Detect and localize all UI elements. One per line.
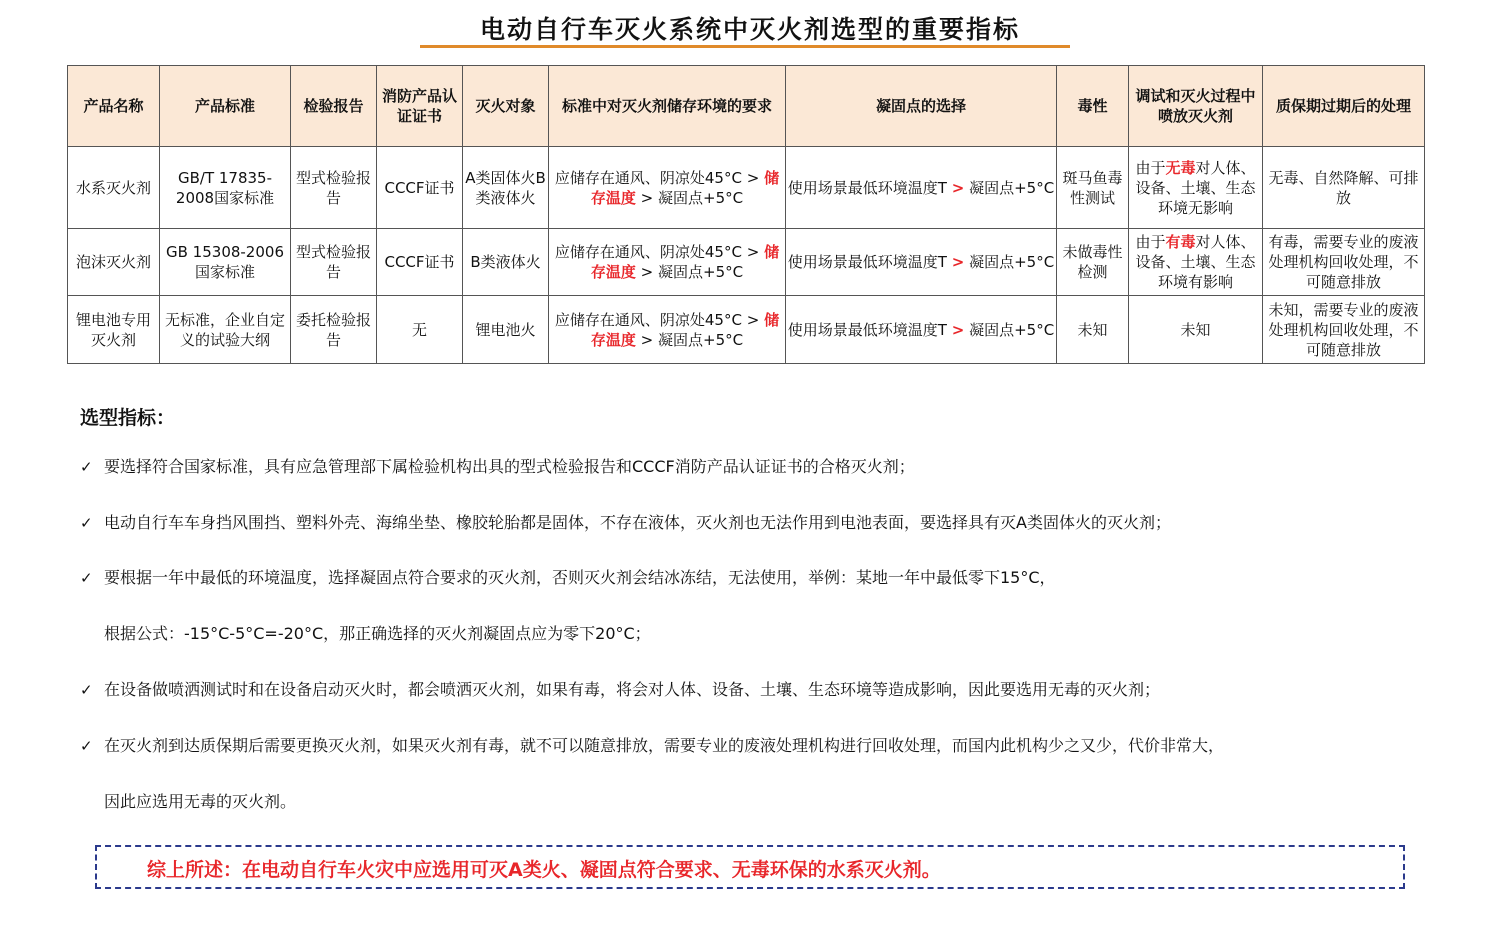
cell-product-name: 泡沫灭火剂 [68,229,160,296]
cell-cert: CCCF证书 [377,147,463,229]
spray-text: 由于 [1135,158,1166,177]
storage-text-end: > 凝固点+5°C [640,330,744,349]
criteria-item-continuation [80,791,296,813]
cell-storage [549,296,786,364]
cell-report: 型式检验报告 [291,147,377,229]
freeze-text: 使用场景最低环境温度T [787,178,947,197]
header-product-name: 产品名称 [68,66,160,147]
cell-standard: 无标准，企业自定义的试验大纲 [160,296,291,364]
storage-text-end: > 凝固点+5°C [640,188,744,207]
storage-highlight: 储存温度 [590,243,780,281]
cell-standard: GB/T 17835-2008国家标准 [160,147,291,229]
cell-toxicity: 未知 [1057,296,1129,364]
criteria-item [80,679,1160,701]
criteria-text: 要根据一年中最低的环境温度，选择凝固点符合要求的灭火剂，否则灭火剂会结冰冻结，无法使用，举例：某地一年中最低零下15°C， [104,568,1056,587]
cell-target: A类固体火B类液体火 [463,147,549,229]
cell-standard: GB 15308-2006国家标准 [160,229,291,296]
table-header-row [68,66,1425,147]
storage-text: 应储存在通风、阴凉处45°C > [554,243,760,261]
cell-target: 锂电池火 [463,296,549,364]
check-icon: ✓ [80,681,93,699]
cell-expiry: 有毒，需要专业的废液处理机构回收处理，不可随意排放 [1263,229,1425,296]
freeze-highlight: > [951,320,965,339]
criteria-item [80,512,1171,534]
criteria-text: 电动自行车车身挡风围挡、塑料外壳、海绵坐垫、橡胶轮胎都是固体，不存在液体，灭火剂也无法作用到电池表面，要选择具有灭A类固体火的灭火剂； [104,513,1171,532]
criteria-item [80,456,915,478]
cell-spray [1129,229,1263,296]
page-title: 电动自行车灭火系统中灭火剂选型的重要指标 [479,15,1020,44]
cell-storage [549,229,786,296]
cell-freeze [786,147,1057,229]
cell-target: B类液体火 [463,229,549,296]
freeze-text-end: 凝固点+5°C [969,320,1055,339]
header-fire-target: 灭火对象 [463,66,549,147]
header-certificate: 消防产品认证证书 [377,66,463,147]
storage-text-end: > 凝固点+5°C [640,263,744,281]
spec-table-wrapper [67,65,1424,364]
spray-text-end: 未知 [1180,320,1211,339]
criteria-text: 根据公式：-15°C-5°C=-20°C，那正确选择的灭火剂凝固点应为零下20°C； [104,624,651,643]
spray-highlight: 无毒 [1165,158,1196,177]
check-icon: ✓ [80,569,93,587]
header-freeze-point: 凝固点的选择 [786,66,1057,147]
spray-text-end: 对人体、设备、土壤、生态环境无影响 [1135,158,1256,217]
table-row [68,296,1425,364]
cell-product-name: 锂电池专用灭火剂 [68,296,160,364]
spray-text: 由于 [1135,233,1166,251]
header-expiry-handling: 质保期过期后的处理 [1263,66,1425,147]
header-inspection-report: 检验报告 [291,66,377,147]
criteria-heading: 选型指标： [80,407,176,429]
storage-text: 应储存在通风、阴凉处45°C > [554,168,760,187]
cell-expiry: 未知，需要专业的废液处理机构回收处理，不可随意排放 [1263,296,1425,364]
header-spray-process: 调试和灭火过程中喷放灭火剂 [1129,66,1263,147]
cell-freeze [786,296,1057,364]
cell-spray [1129,147,1263,229]
freeze-text-end: 凝固点+5°C [969,253,1055,271]
cell-toxicity: 斑马鱼毒性测试 [1057,147,1129,229]
storage-highlight: 储存温度 [590,310,780,349]
storage-text: 应储存在通风、阴凉处45°C > [554,310,760,329]
freeze-text: 使用场景最低环境温度T [787,253,947,271]
cell-storage [549,147,786,229]
freeze-highlight: > [951,178,965,197]
table-row [68,147,1425,229]
check-icon: ✓ [80,737,93,755]
freeze-highlight: > [951,253,965,271]
header-product-standard: 产品标准 [160,66,291,147]
spray-highlight: 有毒 [1165,233,1196,251]
spec-table [67,65,1425,364]
criteria-text: 在设备做喷洒测试时和在设备启动灭火时，都会喷洒灭火剂，如果有毒，将会对人体、设备、土壤、生态环境等造成影响，因此要选用无毒的灭火剂； [104,680,1161,699]
freeze-text-end: 凝固点+5°C [969,178,1055,197]
header-storage-requirement: 标准中对灭火剂储存环境的要求 [549,66,786,147]
cell-toxicity: 未做毒性检测 [1057,229,1129,296]
criteria-text: 要选择符合国家标准，具有应急管理部下属检验机构出具的型式检验报告和CCCF消防产品认证证书的合格灭火剂； [104,457,915,476]
cell-report: 委托检验报告 [291,296,377,364]
criteria-text: 因此应选用无毒的灭火剂。 [104,792,297,811]
summary-box [95,845,1405,889]
cell-product-name: 水系灭火剂 [68,147,160,229]
table-row [68,229,1425,296]
title-underline [420,45,1070,48]
cell-cert: 无 [377,296,463,364]
header-toxicity: 毒性 [1057,66,1129,147]
storage-highlight: 储存温度 [590,168,780,207]
cell-spray [1129,296,1263,364]
cell-report: 型式检验报告 [291,229,377,296]
criteria-item [80,735,1224,757]
check-icon: ✓ [80,458,93,476]
cell-freeze [786,229,1057,296]
criteria-item [80,567,1056,589]
cell-expiry: 无毒、自然降解、可排放 [1263,147,1425,229]
summary-text: 综上所述：在电动自行车火灾中应选用可灭A类火、凝固点符合要求、无毒环保的水系灭火剂。 [147,859,941,881]
spray-text-end: 对人体、设备、土壤、生态环境有影响 [1135,233,1256,291]
check-icon: ✓ [80,514,93,532]
criteria-item-continuation [80,623,651,645]
cell-cert: CCCF证书 [377,229,463,296]
freeze-text: 使用场景最低环境温度T [787,320,947,339]
criteria-text: 在灭火剂到达质保期后需要更换灭火剂，如果灭火剂有毒，就不可以随意排放，需要专业的废液处理机构进行回收处理，而国内此机构少之又少，代价非常大， [104,736,1225,755]
